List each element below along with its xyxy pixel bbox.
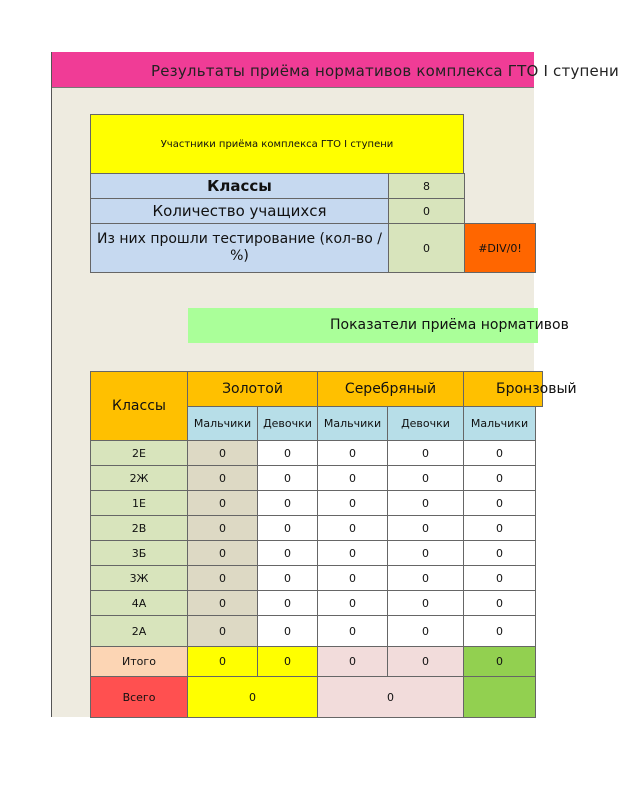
row-gold-boys: 0 [187, 465, 258, 491]
subheader-gold-boys: Мальчики [187, 406, 258, 441]
row-silver-girls: 0 [387, 490, 464, 516]
row-silver-boys: 0 [317, 490, 388, 516]
page-title: Результаты приёма нормативов комплекса ГТО I ступени [151, 62, 619, 80]
summary-label-tested: Из них прошли тестирование (кол-во / %) [90, 223, 389, 273]
total-silver-boys: 0 [317, 646, 388, 677]
row-bronze-boys: 0 [463, 515, 536, 541]
row-silver-girls: 0 [387, 440, 464, 466]
summary-value-students: 0 [388, 198, 465, 224]
row-bronze-boys: 0 [463, 615, 536, 647]
indicators-banner-text: Показатели приёма нормативов [330, 317, 569, 333]
row-silver-boys: 0 [317, 440, 388, 466]
row-silver-boys: 0 [317, 615, 388, 647]
row-gold-boys: 0 [187, 540, 258, 566]
overall-bronze [463, 676, 536, 718]
total-gold-girls: 0 [257, 646, 318, 677]
row-silver-girls: 0 [387, 590, 464, 616]
spreadsheet-sheet [51, 52, 619, 717]
row-bronze-boys: 0 [463, 465, 536, 491]
row-gold-boys: 0 [187, 615, 258, 647]
row-silver-boys: 0 [317, 540, 388, 566]
table-header-classes: Классы [90, 371, 188, 441]
summary-header: Участники приёма комплекса ГТО I ступени [90, 114, 464, 174]
row-gold-boys: 0 [187, 590, 258, 616]
overall-gold: 0 [187, 676, 318, 718]
summary-value-tested: 0 [388, 223, 465, 273]
row-silver-boys: 0 [317, 515, 388, 541]
row-bronze-boys: 0 [463, 590, 536, 616]
row-gold-girls: 0 [257, 515, 318, 541]
title-band [52, 52, 619, 88]
group-header-bronze: Бронзовый [463, 371, 543, 407]
subheader-silver-boys: Мальчики [317, 406, 388, 441]
summary-label-classes: Классы [90, 173, 389, 199]
summary-label-students: Количество учащихся [90, 198, 389, 224]
subheader-silver-girls: Девочки [387, 406, 464, 441]
row-class-label: 2В [90, 515, 188, 541]
group-header-gold: Золотой [187, 371, 318, 407]
row-class-label: 3Б [90, 540, 188, 566]
row-gold-girls: 0 [257, 565, 318, 591]
row-silver-girls: 0 [387, 540, 464, 566]
row-silver-boys: 0 [317, 565, 388, 591]
row-class-label: 4А [90, 590, 188, 616]
row-gold-boys: 0 [187, 490, 258, 516]
row-class-label: 1Е [90, 490, 188, 516]
row-silver-girls: 0 [387, 615, 464, 647]
row-gold-girls: 0 [257, 440, 318, 466]
row-silver-girls: 0 [387, 515, 464, 541]
row-bronze-boys: 0 [463, 440, 536, 466]
row-gold-boys: 0 [187, 440, 258, 466]
row-class-label: 3Ж [90, 565, 188, 591]
total-silver-girls: 0 [387, 646, 464, 677]
group-header-silver: Серебряный [317, 371, 464, 407]
row-gold-girls: 0 [257, 590, 318, 616]
row-silver-girls: 0 [387, 565, 464, 591]
subheader-bronze-boys: Мальчики [463, 406, 536, 441]
subheader-gold-girls: Девочки [257, 406, 318, 441]
row-gold-girls: 0 [257, 615, 318, 647]
overall-row-label: Всего [90, 676, 188, 718]
row-class-label: 2Ж [90, 465, 188, 491]
total-row-label: Итого [90, 646, 188, 677]
row-silver-boys: 0 [317, 465, 388, 491]
total-gold-boys: 0 [187, 646, 258, 677]
row-bronze-boys: 0 [463, 565, 536, 591]
row-silver-boys: 0 [317, 590, 388, 616]
summary-percent-error: #DIV/0! [464, 223, 536, 273]
row-gold-girls: 0 [257, 465, 318, 491]
row-bronze-boys: 0 [463, 490, 536, 516]
row-gold-boys: 0 [187, 515, 258, 541]
row-bronze-boys: 0 [463, 540, 536, 566]
row-gold-girls: 0 [257, 490, 318, 516]
row-silver-girls: 0 [387, 465, 464, 491]
total-bronze-boys: 0 [463, 646, 536, 677]
row-gold-girls: 0 [257, 540, 318, 566]
summary-value-classes: 8 [388, 173, 465, 199]
row-class-label: 2А [90, 615, 188, 647]
indicators-banner [188, 308, 569, 343]
overall-silver: 0 [317, 676, 464, 718]
row-class-label: 2Е [90, 440, 188, 466]
row-gold-boys: 0 [187, 565, 258, 591]
